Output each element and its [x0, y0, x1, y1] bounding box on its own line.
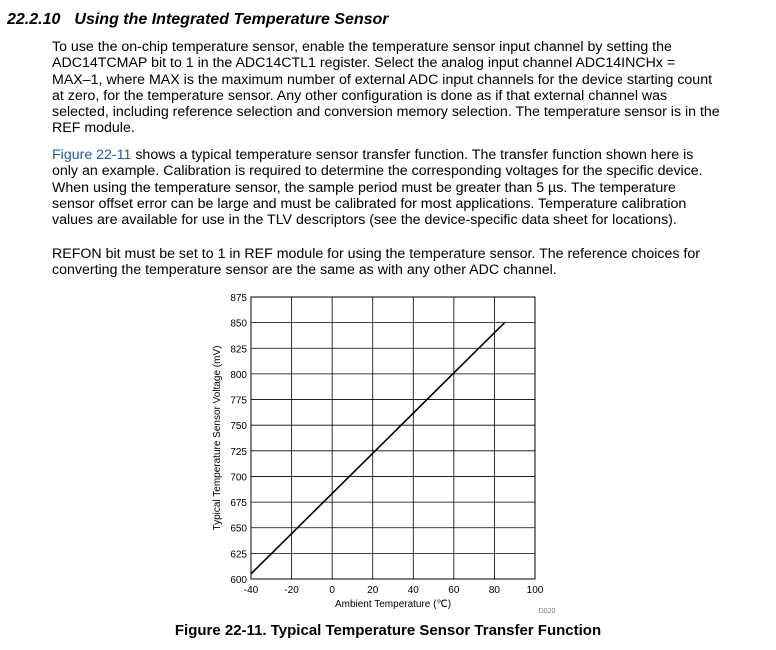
x-tick-label: 100: [526, 585, 544, 596]
x-tick-label: 60: [448, 585, 460, 596]
text-segment: shows a typical temperature sensor transfer function. The transfer function shown here is: [131, 147, 694, 163]
text-line: sensor offset error can be large and must be calibrated for most applications. Temperature calibration: [52, 195, 687, 212]
x-tick-label: 0: [329, 585, 335, 596]
y-tick-label: 775: [230, 395, 247, 407]
y-tick-label: 750: [230, 421, 247, 433]
section-heading: [7, 11, 389, 29]
text-line: converting the temperature sensor are the same as with any other ADC channel.: [52, 262, 557, 279]
y-tick-label: 600: [230, 575, 247, 586]
text-line: REF module.: [52, 120, 135, 137]
text-line: [52, 147, 762, 163]
x-tick-label: -40: [243, 585, 259, 596]
y-tick-label: 800: [230, 369, 247, 381]
figure-code: D020: [538, 608, 556, 615]
text-line: ADC14TCMAP bit to 1 in the ADC14CTL1 register. Select the analog input channel ADC14INCHx =: [52, 55, 676, 72]
x-axis-label: Ambient Temperature (℃): [334, 599, 452, 610]
plot-frame: [251, 297, 535, 579]
text-line: values are available for use in the TLV descriptors (see the device-specific data sheet for locations).: [52, 212, 677, 229]
temperature-sensor-chart: [200, 288, 570, 616]
figure-caption: Figure 22-11. Typical Temperature Sensor Transfer Function: [174, 622, 602, 639]
paragraph-transfer-function: [52, 147, 762, 228]
y-tick-label: 850: [230, 318, 247, 330]
text-line: selected, including reference selection and conversion memory selection. The temperature sensor is in the: [52, 104, 720, 121]
y-tick-label: 650: [230, 523, 247, 535]
text-line: at zero, for the temperature sensor. Any other configuration is done as if that external channel was: [52, 87, 668, 104]
y-axis-label: Typical Temperature Sensor Voltage (mV): [212, 345, 223, 531]
text-line: When using the temperature sensor, the sample period must be greater than 5 µs. The temperature: [52, 179, 676, 196]
series-line: [251, 323, 505, 574]
text-line: To use the on-chip temperature sensor, enable the temperature sensor input channel by setting the: [52, 39, 672, 55]
x-tick-label: -20: [284, 585, 299, 596]
y-tick-label: 625: [230, 549, 247, 561]
y-tick-label: 825: [230, 344, 247, 356]
y-tick-label: 675: [230, 498, 247, 510]
x-tick-label: 40: [407, 585, 419, 596]
text-line: REFON bit must be set to 1 in REF module for using the temperature sensor. The reference choices for: [52, 246, 700, 262]
x-tick-label: 80: [488, 585, 500, 596]
figure-link[interactable]: Figure 22-11: [52, 147, 132, 163]
paragraph-refon: [52, 246, 762, 279]
y-tick-label: 725: [230, 446, 247, 458]
y-tick-label: 875: [230, 293, 247, 304]
text-line: MAX–1, where MAX is the maximum number of external ADC input channels for the device starting count: [52, 71, 713, 88]
paragraph-temp-sensor-setup: [52, 39, 762, 137]
section-title: Using the Integrated Temperature Sensor: [74, 11, 389, 28]
section-number: 22.2.10: [7, 11, 61, 28]
x-tick-label: 20: [367, 585, 379, 596]
text-line: only an example. Calibration is required to determine the corresponding voltages for the specific device.: [52, 163, 703, 180]
y-tick-label: 700: [230, 472, 247, 484]
